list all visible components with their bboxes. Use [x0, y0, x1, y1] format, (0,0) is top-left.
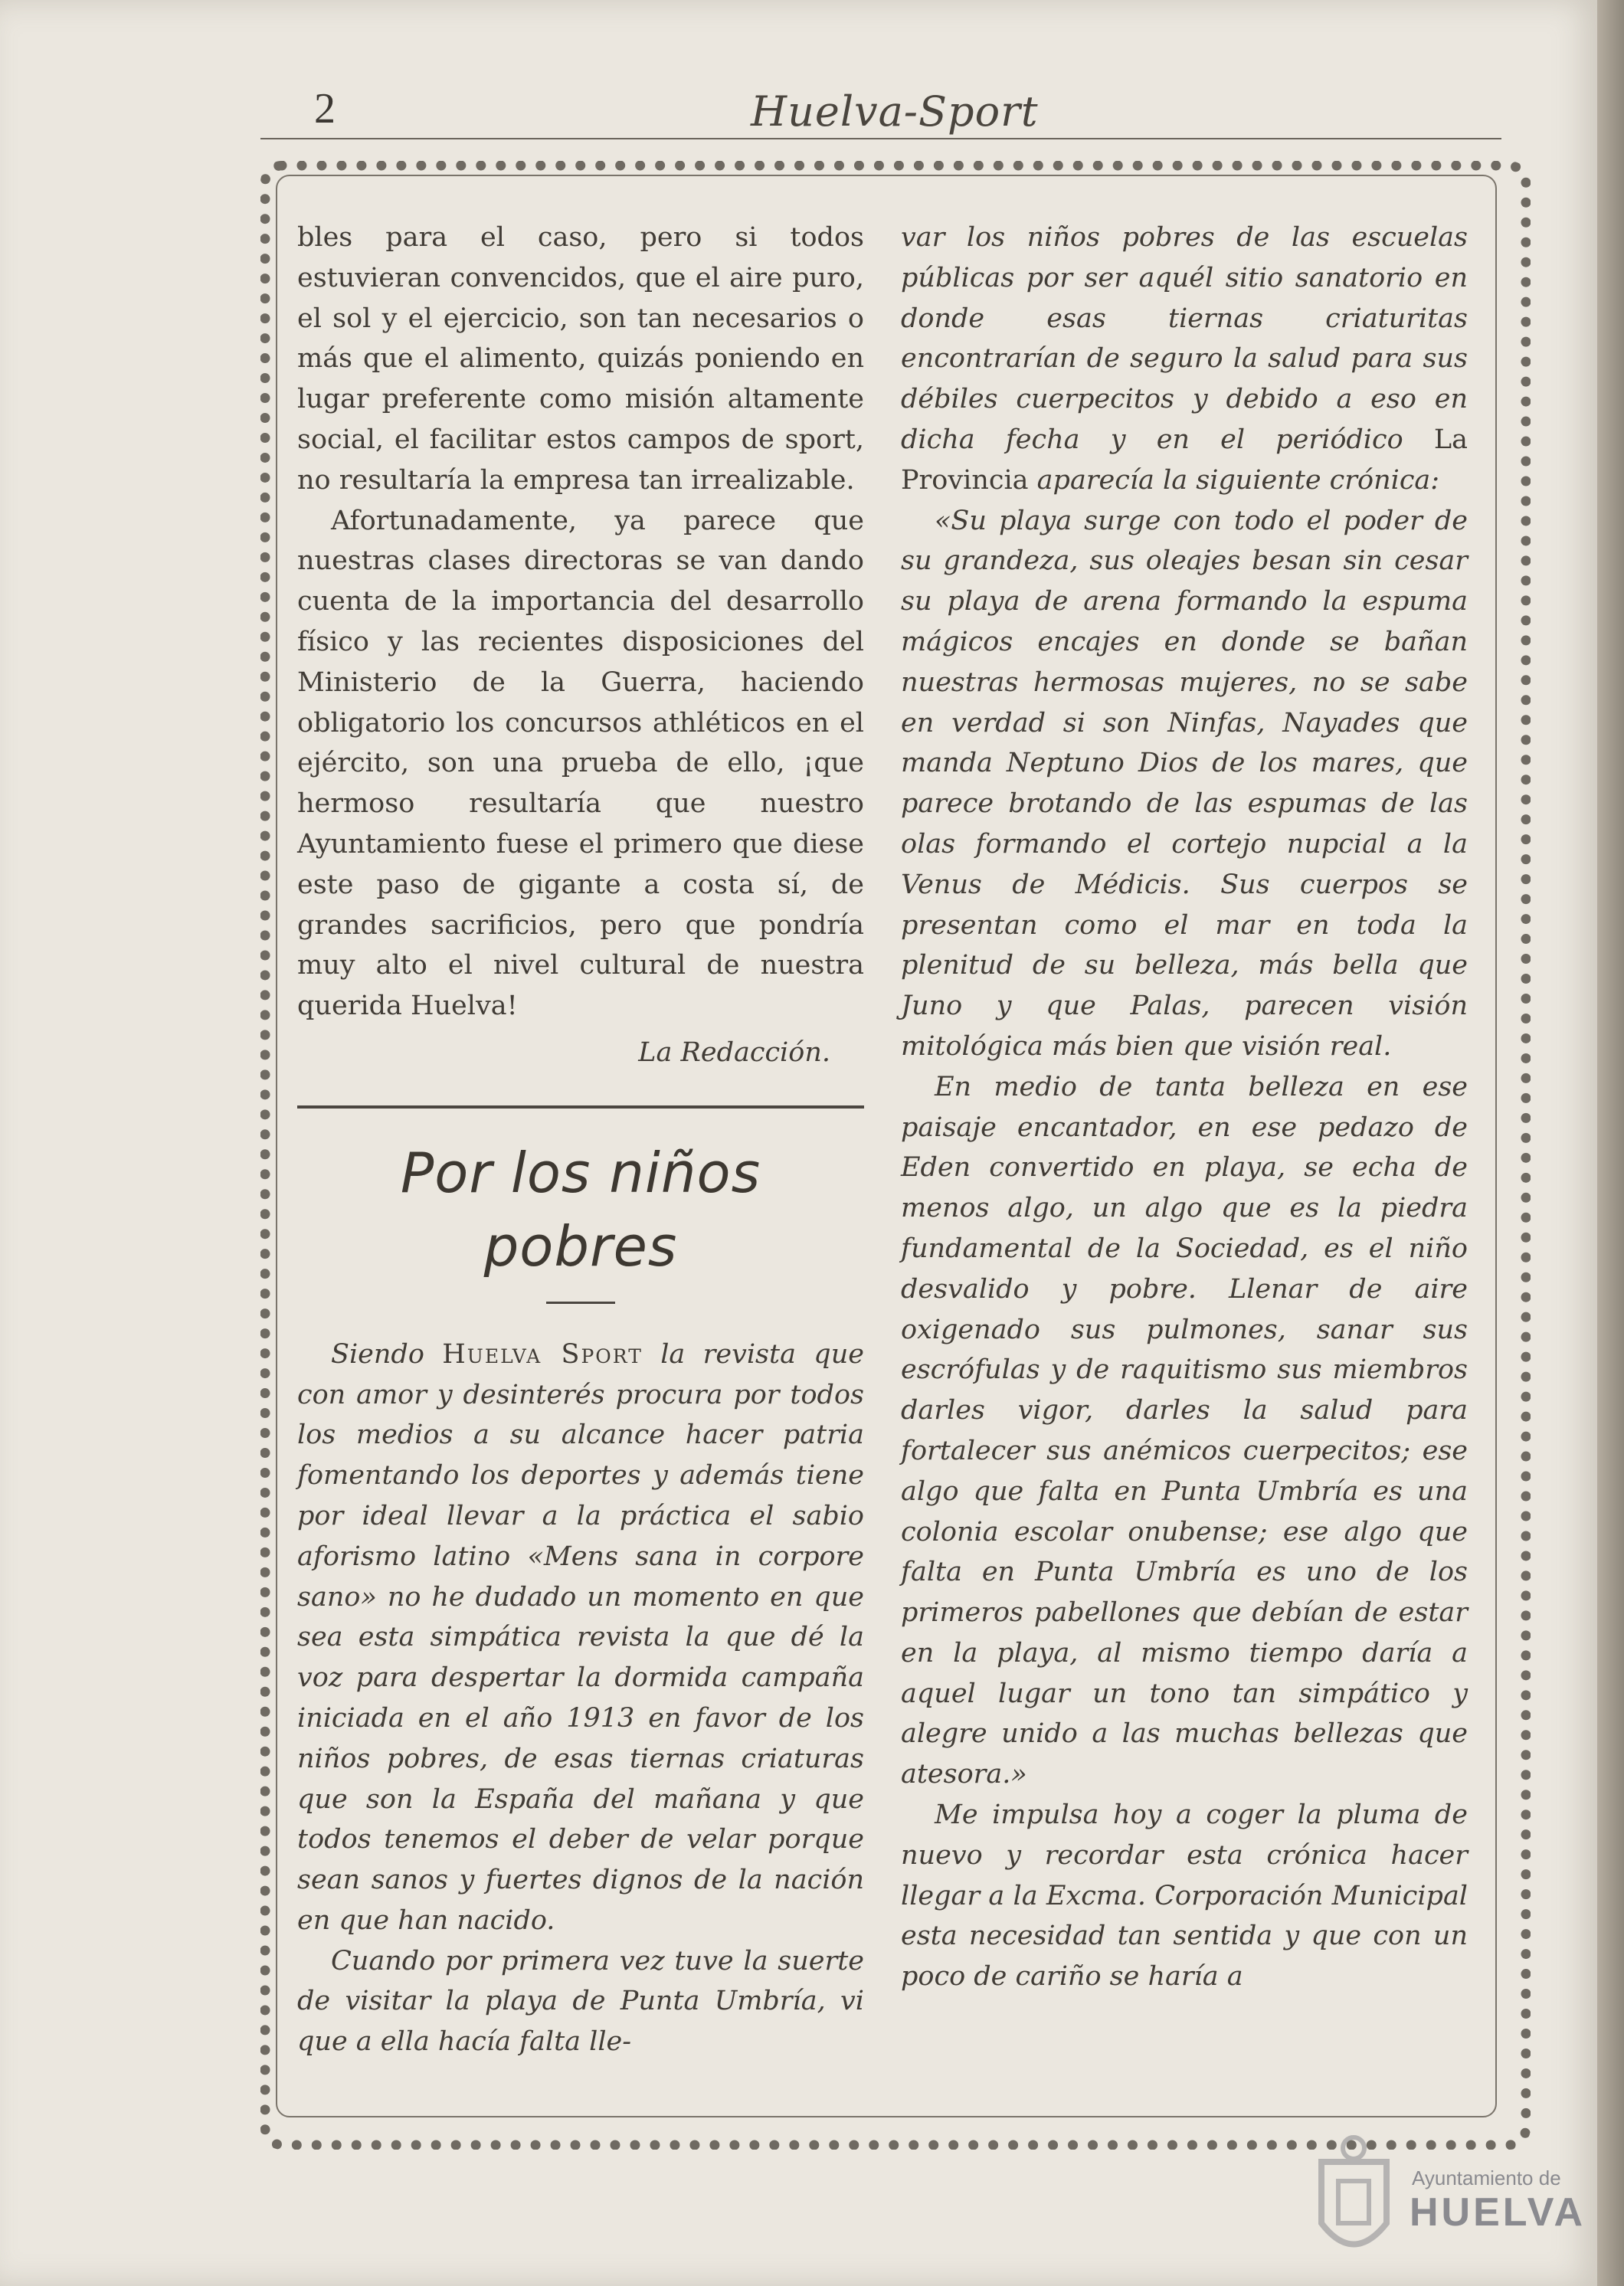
article-paragraph-4: Me impulsa hoy a coger la pluma de nuevo y recordar esta crónica hacer llegar a la Excma. Corporación Municipal esta necesidad tan sentida y que con un poco de cariño se haría a [901, 1800, 1468, 1993]
journal-title: Huelva-Sport [751, 87, 1039, 136]
section-divider [297, 1105, 864, 1109]
article-title: Por los niños pobres [400, 1140, 761, 1279]
article-paragraph-2: Cuando por primera vez tuve la suerte de visitar la playa de Punta Umbría, vi que a ella hacía falta lle- [297, 1945, 864, 2058]
editorial-paragraph-2: Afortunadamente, ya parece que nuestras clases directoras se van dando cuenta de la importancia del desarrollo físico y las recientes disposiciones del Ministerio de la Guerra, haciendo obligatorio los concursos athléticos en el ejército, son una prueba de ello, ¡que hermoso resultaría que nuestro Ayuntamiento fuese el primero que diese este paso de gigante a costa sí, de grandes sacrificios, pero que pondría muy alto el nivel cultural de nuestra querida Huelva! [297, 505, 864, 1022]
article-paragraph-3-end: aparecía la siguiente crónica: [1036, 464, 1440, 496]
quoted-chronicle-paragraph-1: «Su playa surge con todo el poder de su grandeza, sus oleajes besan sin cesar su playa de arena formando la espuma mágicos encajes en donde se bañan nuestras hermosas mujeres, no se sabe en verdad si son Ninfas, Nayades que manda Neptuno Dios de los mares, que parece brotando de las espumas de las olas formando el cortejo nupcial a la Venus de Médicis. Sus cuerpos se presentan como el mar en toda la plenitud de su belleza, más bella que Juno y que Palas, parecen visión mitológica más bien que visión real. [901, 505, 1468, 1062]
article-lead-word: Siendo [331, 1338, 424, 1370]
quoted-chronicle-paragraph-2: En medio de tanta belleza en ese paisaje encantador, en ese pedazo de Eden convertido en playa, se echa de menos algo, un algo que es la piedra fundamental de la Sociedad, es el niño desvalido y pobre. Llenar de aire oxigenado sus pulmones, sanar sus escrófulas y de raquitismo sus miembros darles vigor, darles la salud para fortalecer sus anémicos cuerpecitos; ese algo que falta en Punta Umbría es una colonia escolar onubense; ese algo que falta en Punta Umbría es uno de los primeros pabellones que debían de estar en la playa, al mismo tiempo daría a aquel lugar un tono tan simpático y alegre unido a las muchas bellezas que atesora.» [901, 1071, 1468, 1790]
article-paragraph-1 [297, 1335, 864, 1941]
watermark-line-2: HUELVA [1410, 2190, 1586, 2235]
article-paragraph-3 [901, 218, 1468, 501]
page-number: 2 [314, 85, 336, 133]
editorial-signature: La Redacción. [638, 1037, 830, 1068]
journal-name-inline: Huelva Sport [442, 1338, 643, 1370]
page-edge-shadow [1597, 0, 1624, 2286]
running-header [260, 84, 1501, 139]
left-column [297, 218, 864, 2062]
editorial-paragraph-1: bles para el caso, pero si todos estuvieran convencidos, que el aire puro, el sol y el ejercicio, son tan necesarios o más que el alimento, quizás poniendo en lugar preferente como misión altamente social, el facilitar estos campos de sport, no resultaría la empresa tan irrealizable. [297, 222, 864, 496]
city-coat-of-arms-icon [1306, 2131, 1402, 2269]
watermark-line-1: Ayuntamiento de [1412, 2166, 1561, 2189]
newspaper-name: La Provincia [901, 424, 1468, 496]
article-paragraph-1-body: la revista que con amor y desinterés procura por todos los medios a su alcance hacer patria fomentando los deportes y además tiene por ideal llevar a la práctica el sabio aforismo latino «Mens sana in corpore sano» no he dudado un momento en que sea esta simpática revista la que dé la voz para despertar la dormida campaña iniciada en el año 1913 en favor de los niños pobres, de esas tiernas criaturas que son la España del mañana y que todos tenemos el deber de velar porque sean sanos y fuertes dignos de la nación en que han nacido. [297, 1338, 864, 1936]
article-paragraph-3-start: var los niños pobres de las escuelas públicas por ser aquél sitio sanatorio en donde esas tiernas criaturitas encontrarían de seguro la salud para sus débiles cuerpecitos y debido a eso en dicha fecha y en el periódico [901, 222, 1468, 455]
right-column [901, 218, 1468, 1997]
title-underline [546, 1302, 615, 1304]
